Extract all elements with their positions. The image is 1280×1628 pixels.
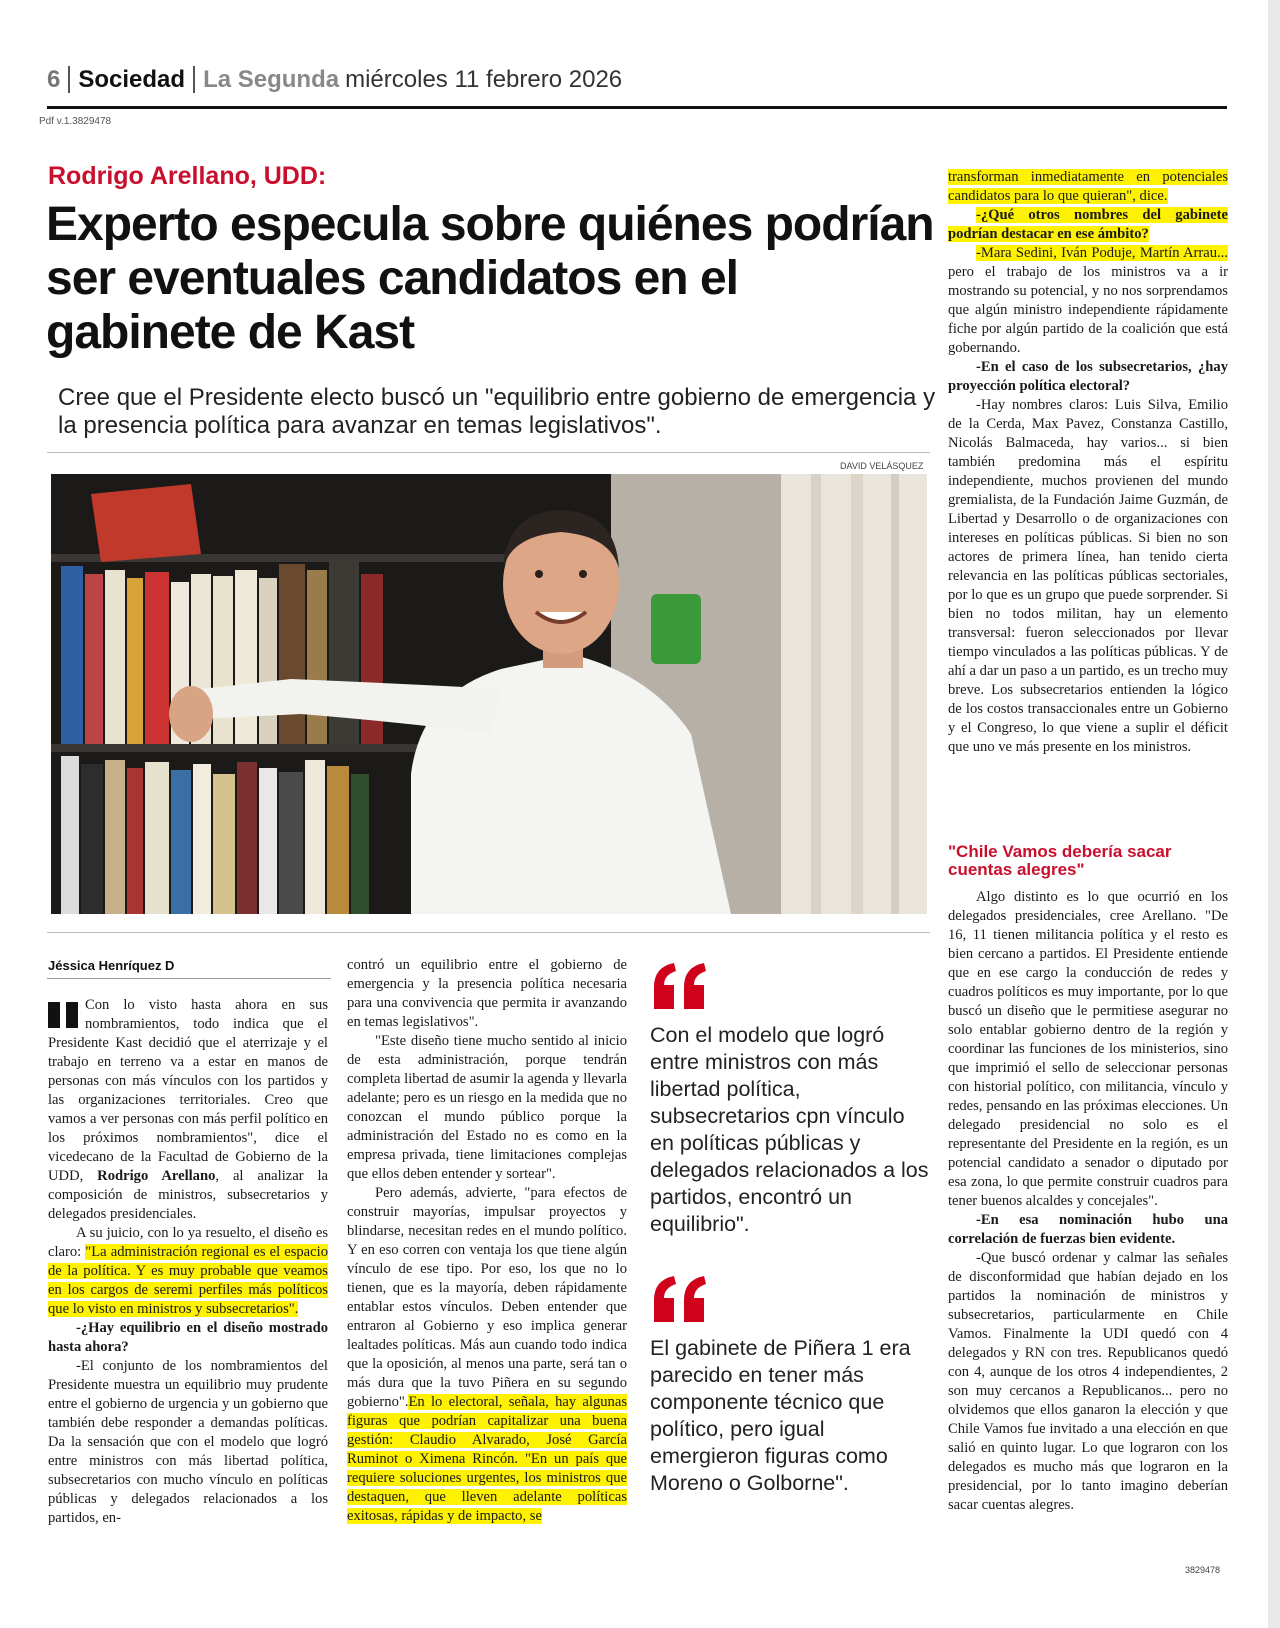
kicker: Rodrigo Arellano, UDD: — [48, 162, 327, 190]
question: -En esa nominación hubo una correlación de fuerzas bien evidente. — [948, 1212, 1228, 1247]
paragraph: -Hay nombres claros: Luis Silva, Emilio de la Cerda, Max Pavez, Constanza Castillo, Nicolás Balmaceda, hay varios... si bien también predomina más el espíritu independiente, muchos provienen del mundo gremialista, de la Fundación Jaime Guzmán, de Libertad y Desarrollo o de organizaciones con intereses en políticas públicas. Si bien no son actores de primera línea, han tenido cierta relevancia en las políticas públicas sectoriales, por lo que es un grupo que puede sorprender. Si bien no todos militan, hay un elemento transversal: fueron seleccionados por llevar tiempo vinculados a las políticas públicas. Y de ahí a dar un paso a un partido, es un trecho muy breve. Los subsecretarios entienden la lógico de los costos transaccionales entre un Gobierno y el Congreso, lo que viene a suplir el déficit que uno ve más presente en los ministros. — [948, 397, 1228, 755]
question: -¿Hay equilibrio en el diseño mostrado hasta ahora? — [48, 1320, 328, 1355]
photo-illustration — [51, 474, 927, 914]
paragraph — [48, 996, 328, 1224]
article-column-4 — [948, 168, 1228, 757]
paragraph: "Este diseño tiene mucho sentido al inicio de esta administración, porque tendrán completa libertad de asumir la agenda y llevarla adelante; pero es un riesgo en la medida que no conozcan el mundo público porque la administración del Estado no es como en la empresa privada, tiene limitaciones complejas que ellos deben entender y sortear". — [347, 1033, 627, 1182]
header-rule — [47, 106, 1227, 109]
paragraph — [48, 1224, 328, 1319]
highlighted-text: transforman inmediatamente en potenciales candidatos para lo que quieran", dice. — [948, 169, 1228, 204]
article-photo — [51, 474, 927, 914]
section-subheading: "Chile Vamos debería sacar cuentas alegres" — [948, 842, 1172, 879]
text-run: pero el trabajo de los ministros va a ir mostrando su potencial, y no nos sorprendamos que algún ministro independiente rápidamente fiche por algún partido de la coalición que está gobernando. — [948, 264, 1228, 356]
paragraph: Algo distinto es lo que ocurrió en los delegados presidenciales, cree Arellano. "De 16, 11 tienen militancia política y el resto es bien cercano a partidos. El Presidente entiende que en ese cargo la conducción de redes y cuadros políticos es muy importante, por lo que buscó un diseño que le permitiese asegurar no solo entablar gobierno dentro de la región y coordinar las funciones de los ministerios, sino que imprimió el sello de seleccionar personas con historial político, con militancia, vínculo y redes, pensando en las próximas elecciones. Un delegado presidencial no solo es el representante del Presidente en la región, es un potencial candidato a senador o diputado por esa zona, lo que permite construir cuadros para tener buenos alcaldes y concejales". — [948, 889, 1228, 1209]
question: -En el caso de los subsecretarios, ¿hay proyección política electoral? — [948, 359, 1228, 394]
pull-quote-1: Con el modelo que logró entre ministros con más libertad política, subsecretarios cpn vínculo en políticas públicas y delegados relacionados a los partidos, encontró un equilibrio". — [650, 1023, 929, 1236]
pdf-version: Pdf v.1.3829478 — [39, 116, 112, 127]
deck: Cree que el Presidente electo buscó un "equilibrio entre gobierno de emergencia y la presencia política para avanzar en temas legislativos". — [58, 384, 936, 439]
newspaper-name: La Segunda — [203, 66, 340, 93]
page-edge — [1268, 0, 1280, 1628]
photo-rule — [47, 932, 930, 933]
page-header — [47, 62, 1227, 98]
text-run: A su juicio, con lo ya resuelto, el diseño es claro: — [48, 1225, 328, 1260]
highlighted-question: -¿Qué otros nombres del gabinete podrían destacar en ese ámbito? — [948, 207, 1228, 242]
pull-quote-2: El gabinete de Piñera 1 era parecido en tener más componente técnico que político, pero igual emergieron figuras como Moreno o Golborne". — [650, 1336, 911, 1495]
paragraph — [347, 1184, 627, 1526]
paragraph: contró un equilibrio entre el gobierno de emergencia y la presencia política necesaria para una convivencia que permita ir avanzando en temas legislativos". — [347, 957, 627, 1030]
text-run: Con lo visto hasta ahora en sus nombramientos, todo indica que el Presidente Kast decidió que el aterrizaje y el trabajo en terreno va a estar en manos de personas con más vínculos con los partidos y las organizaciones territoriales. Creo que vamos a ver personas con más perfil político en los próximos nombramientos", dice el vicedecano de la Facultad de Gobierno de la UDD, — [48, 997, 328, 1184]
quote-mark-icon — [48, 1000, 81, 1028]
pull-quote-mark-icon — [650, 1276, 710, 1324]
paragraph: -Que buscó ordenar y calmar las señales de disconformidad que habían dejado en los partidos la nominación de ministros y subsecretarios, particularmente en Chile Vamos. Finalmente la UDI quedó con 4 delegados y RN con tres. Republicanos quedó con 4, aunque de los otros 4 independientes, 2 son muy cercanos a Republicanos... pero no olvidemos que ellos ganaron la elección y que Chile Vamos fue invitado a una elección en que salió en quinto lugar. Lo que lograron con los delegados es mucho más que lograron en la presidencial, por lo tanto imagino deberían sacar cuentas alegres. — [948, 1250, 1228, 1513]
highlighted-text: "La administración regional es el espacio de la política. Y es muy probable que veamos en los cargos de seremi perfiles más políticos que lo visto en ministros y subsecretarios". — [48, 1244, 328, 1317]
page-number: 6 — [47, 66, 70, 93]
interviewee-name: Rodrigo Arellano — [97, 1168, 216, 1184]
text-run: Pero además, advierte, "para efectos de construir mayorías, impulsar proyectos y blindarse, necesitan redes en el mundo político. Y en eso corren con ventaja los que tiene algún vínculo de ese tipo. Por eso, los que no lo tienen, que es la mayoría, deben rápidamente entablar estos vínculos. Deben entender que entraron al Gobierno y eso implica generar lealtades políticas. Más aun cuando todo indica que la oposición, al menos una parte, será tan o más dura que la tuvo Piñera en su segundo gobierno". — [347, 1185, 627, 1410]
deck-rule — [47, 452, 930, 453]
headline: Experto especula sobre quiénes podrían ser eventuales candidatos en el gabinete de Kast — [46, 198, 934, 359]
document-id: 3829478 — [1185, 1565, 1221, 1575]
highlighted-text: En lo electoral, señala, hay algunas figuras que podrían capitalizar una buena gestión: Claudio Alvarado, José García Ruminot o Ximena Rincón. "En un país que requiere soluciones urgentes, los ministros que destaquen, que lleven adelante políticas exitosas, rápidas y de impacto, se — [347, 1394, 627, 1524]
photo-credit: DAVID VELÁSQUEZ — [840, 461, 924, 471]
byline: Jéssica Henríquez D — [48, 958, 175, 973]
highlighted-text: -Mara Sedini, Iván Poduje, Martín Arrau... — [976, 245, 1228, 261]
pull-quote-mark-icon — [650, 963, 710, 1011]
text-run: , al analizar la composición de ministros, subsecretarios y delegados presidenciales. — [48, 1168, 328, 1222]
section-name: Sociedad — [70, 66, 195, 93]
paragraph — [948, 168, 1228, 206]
article-column-4-continued — [948, 888, 1228, 1515]
article-column-1 — [48, 996, 328, 1528]
article-column-2 — [347, 956, 627, 1526]
byline-rule — [47, 978, 331, 979]
question — [948, 206, 1228, 244]
paragraph — [948, 244, 1228, 358]
issue-date: miércoles 11 febrero 2026 — [345, 66, 623, 93]
paragraph: -El conjunto de los nombramientos del Presidente muestra un equilibrio muy prudente entre el gobierno de urgencia y un gobierno que también debe responder a demandas políticas. Da la sensación que con el modelo que logró entre ministros con más libertad política, subsecretarios con mucho vínculo en políticas públicas y delegados relacionados a los partidos, en- — [48, 1358, 328, 1526]
